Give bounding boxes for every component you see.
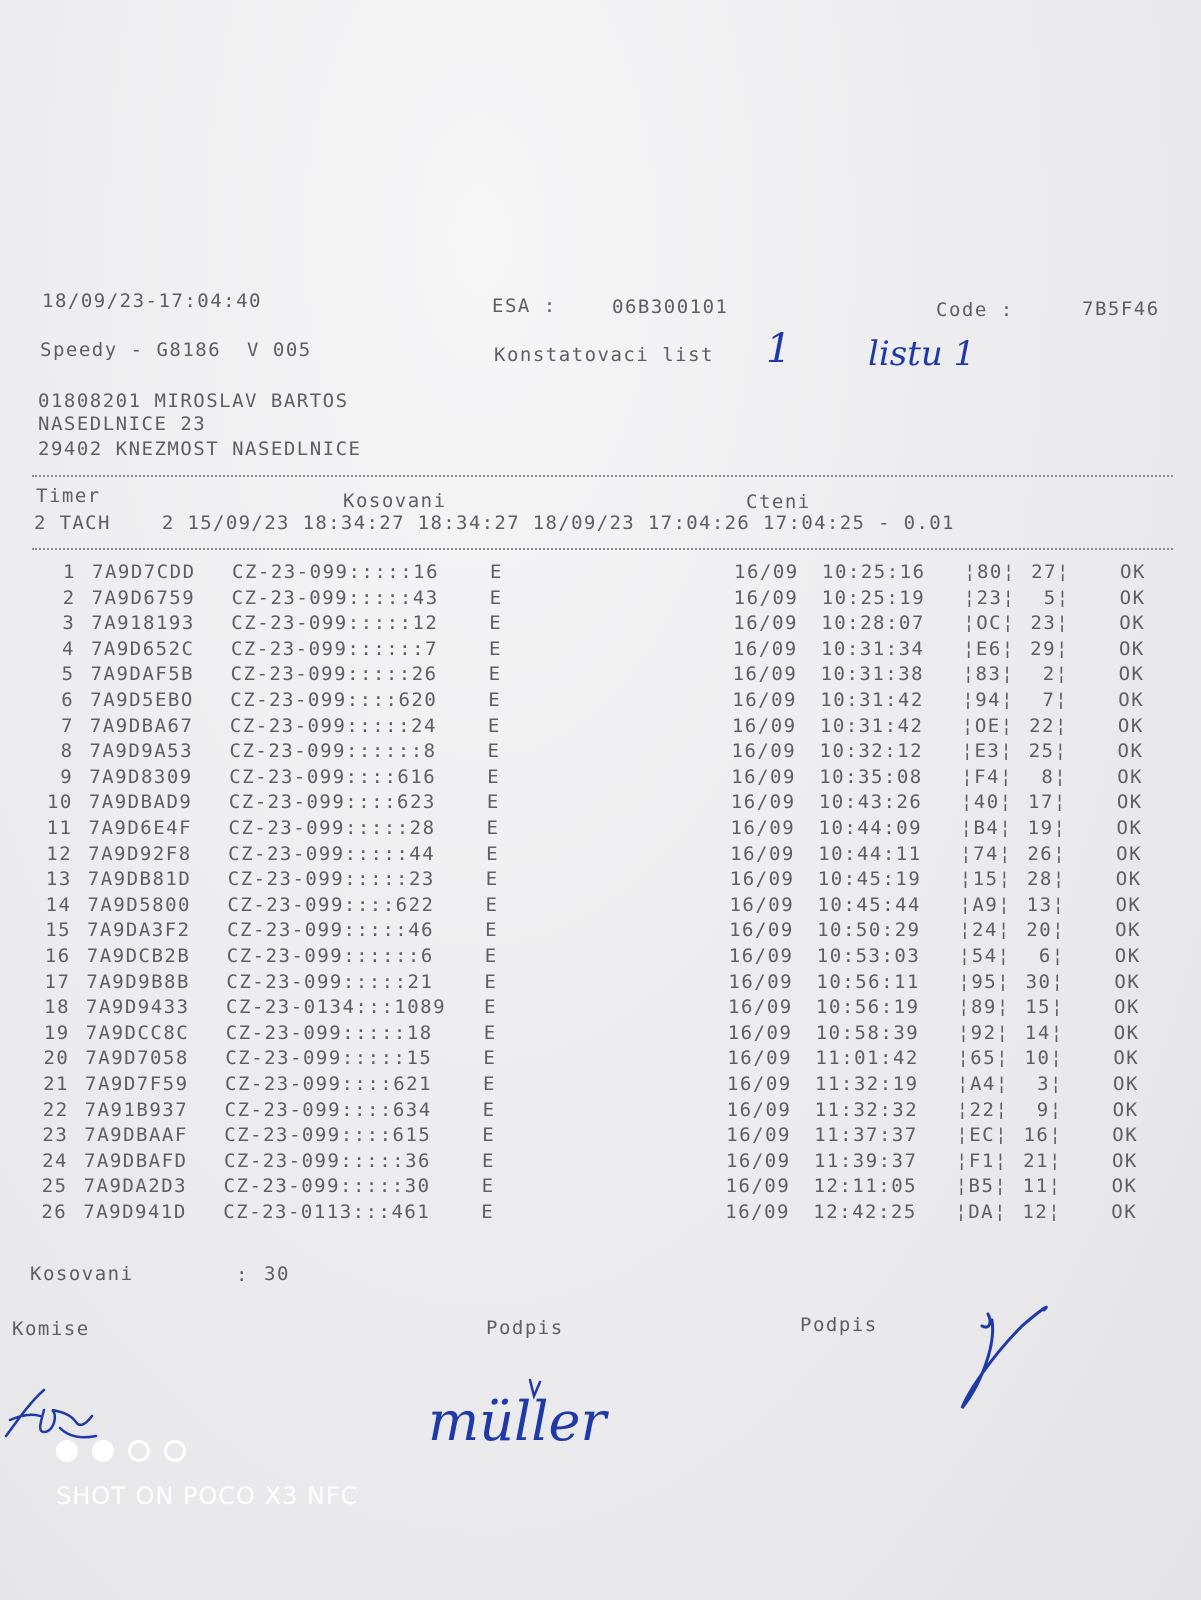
svg-text:müller: müller xyxy=(428,1390,607,1453)
row-number: 13 xyxy=(45,868,72,891)
row-position: 25¦ xyxy=(1028,740,1068,763)
table-row xyxy=(0,1099,1201,1124)
row-position: 22¦ xyxy=(1029,714,1068,737)
row-flag: E xyxy=(485,893,499,916)
row-hex: ¦B4¦ xyxy=(960,817,1013,839)
row-ring-number: CZ-23-099::::615 xyxy=(224,1124,432,1147)
row-number: 12 xyxy=(46,842,73,865)
row-hex: ¦65¦ xyxy=(957,1047,1010,1070)
divider-bottom xyxy=(32,548,1173,550)
city-line: 29402 KNEZMOST NASEDLNICE xyxy=(38,438,362,460)
table-row xyxy=(0,561,1201,586)
device-info: Speedy - G8186 V 005 xyxy=(40,339,312,361)
row-number: 22 xyxy=(42,1098,69,1121)
row-position: 8¦ xyxy=(1041,765,1068,788)
row-number: 21 xyxy=(43,1073,69,1095)
row-date: 16/09 xyxy=(733,586,799,609)
row-position: 14¦ xyxy=(1024,1021,1064,1044)
kosovani-total-value: 30 xyxy=(264,1263,290,1285)
row-flag: E xyxy=(484,996,497,1019)
row-hex: ¦23¦ xyxy=(963,586,1016,609)
table-row xyxy=(0,1150,1201,1175)
row-date: 16/09 xyxy=(732,689,797,711)
row-ring-number: CZ-23-099:::::12 xyxy=(231,612,439,635)
row-number: 25 xyxy=(41,1175,68,1198)
row-ring-number: CZ-23-099:::::16 xyxy=(232,561,440,583)
row-time: 10:28:07 xyxy=(821,612,925,635)
row-status: OK xyxy=(1114,996,1140,1019)
row-position: 9¦ xyxy=(1036,1098,1063,1121)
row-ring-number: CZ-23-099:::::44 xyxy=(228,842,436,865)
row-position: 7¦ xyxy=(1042,689,1069,711)
row-flag: E xyxy=(483,1021,497,1044)
watermark-dot-2 xyxy=(92,1440,114,1462)
row-chip-id: 7A9D652C xyxy=(90,637,195,660)
row-chip-id: 7A9D941D xyxy=(83,1201,187,1223)
watermark-dots xyxy=(56,1440,200,1466)
row-number: 5 xyxy=(61,663,75,686)
watermark-dot-3 xyxy=(128,1440,150,1462)
row-flag: E xyxy=(490,561,503,583)
row-flag: E xyxy=(481,1149,495,1172)
row-date: 16/09 xyxy=(734,561,799,583)
row-hex: ¦OC¦ xyxy=(963,612,1016,635)
row-status: OK xyxy=(1117,714,1144,737)
row-date: 16/09 xyxy=(727,1047,793,1070)
table-row xyxy=(0,945,1201,970)
row-time: 10:56:11 xyxy=(816,970,920,993)
row-flag: E xyxy=(487,740,501,763)
row-date: 16/09 xyxy=(731,740,797,763)
row-date: 16/09 xyxy=(725,1149,791,1172)
table-row xyxy=(0,1124,1201,1149)
row-hex: ¦A9¦ xyxy=(959,893,1012,916)
row-ring-number: CZ-23-099::::634 xyxy=(224,1098,432,1121)
row-date: 16/09 xyxy=(731,765,796,788)
table-row xyxy=(0,1047,1201,1072)
row-ring-number: CZ-23-099:::::23 xyxy=(227,868,435,891)
row-time: 10:25:19 xyxy=(821,586,926,609)
table-row xyxy=(0,663,1201,688)
row-hex: ¦A4¦ xyxy=(957,1073,1009,1095)
row-number: 18 xyxy=(44,996,71,1019)
row-number: 2 xyxy=(62,586,76,609)
row-status: OK xyxy=(1111,1201,1138,1223)
row-ring-number: CZ-23-099:::::36 xyxy=(223,1149,431,1172)
row-date: 16/09 xyxy=(730,791,796,814)
row-number: 20 xyxy=(43,1047,70,1070)
row-number: 3 xyxy=(62,612,76,635)
row-time: 11:39:37 xyxy=(813,1149,918,1172)
row-ring-number: CZ-23-099::::621 xyxy=(225,1073,433,1095)
row-date: 16/09 xyxy=(728,945,794,967)
row-flag: E xyxy=(485,919,499,942)
row-flag: E xyxy=(483,1073,496,1095)
row-time: 10:31:38 xyxy=(820,663,925,686)
table-row xyxy=(0,1201,1201,1226)
row-flag: E xyxy=(482,1098,496,1121)
row-time: 12:11:05 xyxy=(813,1175,918,1198)
row-hex: ¦83¦ xyxy=(962,663,1015,686)
row-date: 16/09 xyxy=(729,919,794,942)
row-hex: ¦94¦ xyxy=(962,689,1015,711)
row-ring-number: CZ-23-0134:::1089 xyxy=(226,996,447,1019)
row-date: 16/09 xyxy=(727,1073,792,1095)
table-row xyxy=(0,791,1201,816)
row-number: 10 xyxy=(46,791,73,814)
row-time: 10:44:09 xyxy=(818,817,923,839)
row-number: 19 xyxy=(43,1021,70,1044)
table-row xyxy=(0,817,1201,842)
table-row xyxy=(0,843,1201,868)
row-status: OK xyxy=(1117,740,1144,763)
row-hex: ¦74¦ xyxy=(960,842,1012,865)
row-status: OK xyxy=(1112,1124,1139,1147)
table-row xyxy=(0,1175,1201,1200)
row-chip-id: 7A9DA2D3 xyxy=(83,1175,188,1198)
table-row xyxy=(0,868,1201,893)
row-time: 10:50:29 xyxy=(817,919,921,942)
row-time: 11:01:42 xyxy=(815,1047,919,1070)
row-number: 14 xyxy=(45,893,72,916)
row-chip-id: 7A9D7F59 xyxy=(85,1073,189,1095)
row-position: 15¦ xyxy=(1025,996,1065,1019)
row-status: OK xyxy=(1114,970,1141,993)
row-hex: ¦80¦ xyxy=(964,561,1016,583)
podpis-label-1: Podpis xyxy=(486,1317,564,1339)
row-position: 10¦ xyxy=(1024,1047,1064,1070)
row-status: OK xyxy=(1120,561,1146,583)
kosovani-total-label: Kosovani xyxy=(30,1263,134,1285)
table-row xyxy=(0,996,1201,1021)
row-number: 26 xyxy=(41,1201,68,1223)
row-chip-id: 7A9D7CDD xyxy=(92,561,196,583)
row-position: 19¦ xyxy=(1027,817,1067,839)
podpis-label-2: Podpis xyxy=(800,1314,878,1336)
address-line: NASEDLNICE 23 xyxy=(38,413,207,435)
code-value: 7B5F46 xyxy=(1082,298,1160,320)
row-flag: E xyxy=(486,817,500,839)
row-ring-number: CZ-23-099:::::30 xyxy=(223,1175,431,1198)
row-number: 11 xyxy=(46,817,73,839)
row-date: 16/09 xyxy=(725,1175,791,1198)
row-number: 6 xyxy=(61,689,75,711)
row-ring-number: CZ-23-099:::::28 xyxy=(228,817,436,839)
row-hex: ¦54¦ xyxy=(958,945,1011,967)
row-hex: ¦DA¦ xyxy=(955,1201,1008,1223)
row-status: OK xyxy=(1117,765,1144,788)
row-position: 29¦ xyxy=(1030,637,1069,660)
watermark-dot-4 xyxy=(164,1440,186,1462)
row-flag: E xyxy=(481,1175,495,1198)
row-date: 16/09 xyxy=(733,612,798,635)
row-status: OK xyxy=(1118,637,1145,660)
row-time: 11:32:19 xyxy=(815,1073,919,1095)
row-ring-number: CZ-23-099:::::15 xyxy=(225,1047,433,1070)
row-status: OK xyxy=(1115,868,1142,891)
row-date: 16/09 xyxy=(731,714,797,737)
row-time: 10:32:12 xyxy=(819,740,924,763)
row-chip-id: 7A9D5EBO xyxy=(90,689,194,711)
row-number: 8 xyxy=(60,740,74,763)
row-ring-number: CZ-23-099::::616 xyxy=(229,765,437,788)
row-number: 16 xyxy=(44,945,71,967)
table-row xyxy=(0,587,1201,612)
row-chip-id: 7A9D9433 xyxy=(86,996,190,1019)
row-flag: E xyxy=(488,689,502,711)
esa-value: 06B300101 xyxy=(612,296,729,318)
row-chip-id: 7A9D9B8B xyxy=(86,970,190,993)
row-hex: ¦E6¦ xyxy=(962,637,1015,660)
row-status: OK xyxy=(1116,817,1143,839)
row-time: 10:56:19 xyxy=(816,996,920,1019)
muller-signature xyxy=(428,1368,648,1468)
row-position: 11¦ xyxy=(1022,1175,1062,1198)
row-number: 9 xyxy=(60,765,74,788)
row-status: OK xyxy=(1111,1149,1138,1172)
row-position: 23¦ xyxy=(1030,612,1070,635)
row-time: 11:37:37 xyxy=(814,1124,918,1147)
row-number: 24 xyxy=(42,1149,68,1172)
row-position: 13¦ xyxy=(1026,893,1066,916)
row-time: 10:35:08 xyxy=(819,765,923,788)
row-position: 30¦ xyxy=(1025,970,1065,993)
row-time: 10:31:34 xyxy=(820,637,925,660)
row-chip-id: 7A9DBAD9 xyxy=(88,791,193,814)
row-chip-id: 7A918193 xyxy=(91,612,195,635)
row-date: 16/09 xyxy=(727,1021,793,1044)
row-hex: ¦40¦ xyxy=(960,791,1013,814)
row-chip-id: 7A9D92F8 xyxy=(88,842,192,865)
row-flag: E xyxy=(483,1047,497,1070)
row-position: 3¦ xyxy=(1037,1073,1063,1095)
table-row xyxy=(0,766,1201,791)
row-position: 5¦ xyxy=(1043,586,1070,609)
row-hex: ¦95¦ xyxy=(958,970,1011,993)
row-flag: E xyxy=(487,765,501,788)
konstatovaci-list-number: 1 xyxy=(766,326,792,372)
row-hex: ¦F1¦ xyxy=(955,1149,1008,1172)
row-time: 10:45:19 xyxy=(817,868,922,891)
row-position: 21¦ xyxy=(1023,1149,1062,1172)
row-flag: E xyxy=(488,663,502,686)
row-hex: ¦OE¦ xyxy=(961,714,1014,737)
row-position: 27¦ xyxy=(1031,561,1070,583)
row-hex: ¦E3¦ xyxy=(961,740,1014,763)
row-flag: E xyxy=(488,637,502,660)
row-status: OK xyxy=(1114,945,1141,967)
table-row xyxy=(0,971,1201,996)
row-ring-number: CZ-23-099::::622 xyxy=(227,893,435,916)
timer-label: Timer xyxy=(36,485,101,507)
table-row xyxy=(0,1073,1201,1098)
row-time: 10:31:42 xyxy=(819,714,924,737)
watermark-dot-1 xyxy=(56,1440,78,1462)
row-time: 12:42:25 xyxy=(813,1201,917,1223)
row-ring-number: CZ-23-0113:::461 xyxy=(223,1201,431,1223)
row-date: 16/09 xyxy=(728,970,794,993)
row-time: 10:43:26 xyxy=(818,791,923,814)
row-flag: E xyxy=(484,970,498,993)
row-chip-id: 7A9D7058 xyxy=(85,1047,189,1070)
row-status: OK xyxy=(1113,1021,1140,1044)
esa-label: ESA : xyxy=(492,295,557,317)
row-chip-id: 7A9DBA67 xyxy=(89,714,194,737)
row-flag: E xyxy=(482,1124,496,1147)
row-ring-number: CZ-23-099::::::7 xyxy=(230,637,438,660)
row-date: 16/09 xyxy=(732,663,798,686)
row-status: OK xyxy=(1113,1073,1139,1095)
row-chip-id: 7A9DA3F2 xyxy=(87,919,191,942)
row-ring-number: CZ-23-099:::::26 xyxy=(230,663,438,686)
row-chip-id: 7A9DBAAF xyxy=(84,1124,188,1147)
kosovani-total-sep: : xyxy=(236,1264,249,1286)
table-row xyxy=(0,612,1201,637)
row-number: 15 xyxy=(45,919,72,942)
row-chip-id: 7A9DBAFD xyxy=(83,1149,188,1172)
row-position: 26¦ xyxy=(1027,842,1067,865)
row-status: OK xyxy=(1118,663,1145,686)
row-hex: ¦B5¦ xyxy=(955,1175,1008,1198)
konstatovaci-list-label: Konstatovaci list xyxy=(494,344,714,366)
row-hex: ¦92¦ xyxy=(957,1021,1010,1044)
row-flag: E xyxy=(486,842,500,865)
table-row xyxy=(0,894,1201,919)
row-flag: E xyxy=(481,1201,495,1223)
row-chip-id: 7A9D6E4F xyxy=(88,817,193,839)
table-row xyxy=(0,740,1201,765)
row-hex: ¦24¦ xyxy=(959,919,1011,942)
row-date: 16/09 xyxy=(726,1124,791,1147)
row-time: 10:25:16 xyxy=(822,561,926,583)
row-chip-id: 7A9DCC8C xyxy=(85,1021,190,1044)
row-number: 7 xyxy=(60,714,74,737)
row-ring-number: CZ-23-099::::623 xyxy=(228,791,436,814)
table-row xyxy=(0,638,1201,663)
table-row xyxy=(0,689,1201,714)
row-status: OK xyxy=(1116,842,1143,865)
row-date: 16/09 xyxy=(728,996,793,1019)
cteni-header: Cteni xyxy=(746,491,811,513)
row-position: 17¦ xyxy=(1028,791,1067,814)
row-position: 2¦ xyxy=(1042,663,1069,686)
row-ring-number: CZ-23-099:::::18 xyxy=(225,1021,433,1044)
table-row xyxy=(0,715,1201,740)
row-time: 10:44:11 xyxy=(818,842,922,865)
row-date: 16/09 xyxy=(730,842,795,865)
row-flag: E xyxy=(489,612,503,635)
row-status: OK xyxy=(1111,1175,1138,1198)
row-ring-number: CZ-23-099:::::21 xyxy=(226,970,434,993)
row-chip-id: 7A9DB81D xyxy=(87,868,192,891)
camera-watermark: SHOT ON POCO X3 NFC xyxy=(56,1482,359,1510)
row-time: 11:32:32 xyxy=(814,1098,919,1121)
row-position: 28¦ xyxy=(1026,868,1066,891)
row-chip-id: 7A9D6759 xyxy=(91,586,196,609)
table-row xyxy=(0,1022,1201,1047)
row-position: 16¦ xyxy=(1023,1124,1063,1147)
row-time: 10:31:42 xyxy=(820,689,924,711)
row-position: 20¦ xyxy=(1026,919,1066,942)
row-ring-number: CZ-23-099:::::24 xyxy=(229,714,437,737)
row-number: 4 xyxy=(62,637,75,660)
row-flag: E xyxy=(486,791,500,814)
row-hex: ¦22¦ xyxy=(956,1098,1009,1121)
owner-line: 01808201 MIROSLAV BARTOS xyxy=(38,390,349,412)
divider-top xyxy=(32,475,1173,477)
code-label: Code : xyxy=(936,299,1014,321)
listu-handwritten: listu 1 xyxy=(868,334,976,374)
podpis-signature xyxy=(952,1296,1062,1416)
row-chip-id: 7A9D8309 xyxy=(89,765,193,788)
row-flag: E xyxy=(485,868,499,891)
row-number: 17 xyxy=(44,970,71,993)
row-status: OK xyxy=(1119,612,1146,635)
row-ring-number: CZ-23-099::::::8 xyxy=(229,740,437,763)
row-ring-number: CZ-23-099::::::6 xyxy=(226,945,434,967)
row-position: 12¦ xyxy=(1022,1201,1062,1223)
row-status: OK xyxy=(1115,919,1141,942)
row-time: 10:53:03 xyxy=(816,945,921,967)
row-time: 10:45:44 xyxy=(817,893,921,916)
row-status: OK xyxy=(1115,893,1142,916)
row-position: 6¦ xyxy=(1038,945,1065,967)
row-date: 16/09 xyxy=(729,893,795,916)
table-row xyxy=(0,919,1201,944)
row-chip-id: 7A91B937 xyxy=(84,1098,189,1121)
row-flag: E xyxy=(487,714,501,737)
row-hex: ¦89¦ xyxy=(958,996,1010,1019)
row-chip-id: 7A9DCB2B xyxy=(86,945,191,967)
row-date: 16/09 xyxy=(732,637,798,660)
row-status: OK xyxy=(1112,1098,1139,1121)
print-datetime: 18/09/23-17:04:40 xyxy=(42,290,262,312)
row-date: 16/09 xyxy=(730,817,796,839)
row-hex: ¦EC¦ xyxy=(956,1124,1009,1147)
row-date: 16/09 xyxy=(725,1201,790,1223)
row-date: 16/09 xyxy=(726,1098,792,1121)
komise-label: Komise xyxy=(12,1318,90,1340)
row-number: 1 xyxy=(63,561,76,583)
row-ring-number: CZ-23-099:::::43 xyxy=(231,586,439,609)
timer-line: 2 TACH 2 15/09/23 18:34:27 18:34:27 18/09/23 17:04:26 17:04:25 - 0.01 xyxy=(34,512,955,534)
row-status: OK xyxy=(1113,1047,1140,1070)
row-status: OK xyxy=(1118,689,1145,711)
row-flag: E xyxy=(484,945,498,967)
row-time: 10:58:39 xyxy=(815,1021,920,1044)
row-chip-id: 7A9DAF5B xyxy=(90,663,195,686)
row-status: OK xyxy=(1119,586,1146,609)
row-status: OK xyxy=(1116,791,1143,814)
kosovani-header: Kosovani xyxy=(343,490,447,512)
row-chip-id: 7A9D5800 xyxy=(87,893,191,916)
row-number: 23 xyxy=(42,1124,69,1147)
row-ring-number: CZ-23-099::::620 xyxy=(230,689,438,711)
row-flag: E xyxy=(489,586,503,609)
row-chip-id: 7A9D9A53 xyxy=(89,740,194,763)
row-date: 16/09 xyxy=(729,868,795,891)
row-hex: ¦15¦ xyxy=(959,868,1012,891)
row-ring-number: CZ-23-099:::::46 xyxy=(227,919,435,942)
row-hex: ¦F4¦ xyxy=(961,765,1013,788)
